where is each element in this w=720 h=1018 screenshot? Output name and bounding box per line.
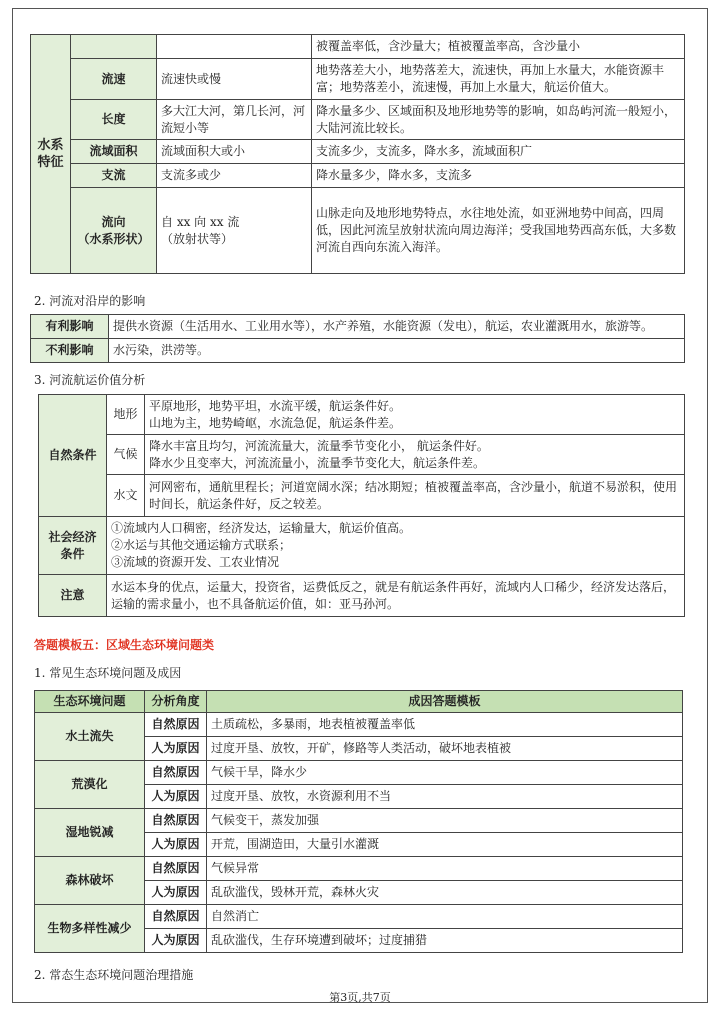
t1-r1-c2: 流速 [71, 59, 157, 100]
river-impact-table [30, 314, 685, 363]
angle-cell: 自然原因 [145, 809, 207, 833]
note-label: 注意 [39, 575, 107, 617]
problem-soil-erosion: 水土流失 [35, 713, 145, 761]
climate-label: 气候 [107, 435, 145, 475]
t1-r3-c2: 流域面积 [71, 140, 157, 164]
section-2-title: 2. 河流对沿岸的影响 [34, 294, 146, 308]
angle-cell: 自然原因 [145, 905, 207, 929]
terrain-label: 地形 [107, 395, 145, 435]
social-conditions-label: 社会经济 条件 [39, 517, 107, 575]
header-problem: 生态环境问题 [35, 691, 145, 713]
header-template: 成因答题模板 [207, 691, 683, 713]
note-text: 水运本身的优点，运量大，投资省，运费低反之，就是有航运条件再好，流域内人口稀少，经济发达落后，运输的需求量小，也不具备航运价值，如：亚马孙河。 [107, 575, 685, 617]
cause-cell: 过度开垦、放牧，水资源利用不当 [207, 785, 683, 809]
t1-r3-c3: 流域面积大或小 [157, 140, 312, 164]
t1-r0-c4: 被覆盖率低，含沙量大；植被覆盖率高，含沙量小 [312, 35, 685, 59]
problem-wetland-loss: 湿地锐减 [35, 809, 145, 857]
t1-r1-c4: 地势落差大小，地势落差大，流速快，再加上水量大，水能资源丰富；地势落差小，流速慢，再加上水量大，航运价值大。 [312, 59, 685, 100]
cause-cell: 过度开垦、放牧，开矿，修路等人类活动，破坏地表植被 [207, 737, 683, 761]
angle-cell: 人为原因 [145, 785, 207, 809]
terrain-text: 平原地形，地势平坦，水流平缓，航运条件好。 山地为主，地势崎岖，水流急促，航运条件差。 [145, 395, 685, 435]
cause-cell: 开荒，围湖造田，大量引水灌溉 [207, 833, 683, 857]
cause-cell: 气候变干，蒸发加强 [207, 809, 683, 833]
cause-cell: 乱砍滥伐，毁林开荒，森林火灾 [207, 881, 683, 905]
angle-cell: 人为原因 [145, 737, 207, 761]
section-3-title: 3. 河流航运价值分析 [34, 373, 146, 387]
t1-r2-c2: 长度 [71, 100, 157, 140]
angle-cell: 人为原因 [145, 929, 207, 953]
social-conditions-text: ①流域内人口稠密，经济发达，运输量大，航运价值高。 ②水运与其他交通运输方式联系； ③流域的资源开发、工农业情况 [107, 517, 685, 575]
t1-r1-c3: 流速快或慢 [157, 59, 312, 100]
angle-cell: 自然原因 [145, 761, 207, 785]
t1-r3-c4: 支流多少，支流多，降水多，流域面积广 [312, 140, 685, 164]
angle-cell: 人为原因 [145, 881, 207, 905]
water-system-group-label: 水系 特征 [31, 35, 71, 274]
unfavorable-impact-label: 不利影响 [31, 339, 109, 363]
favorable-impact-text: 提供水资源（生活用水、工业用水等），水产养殖，水能资源（发电），航运，农业灌溉用水，旅游等。 [109, 315, 685, 339]
t1-r2-c3: 多大江大河，第几长河，河流短小等 [157, 100, 312, 140]
cause-cell: 乱砍滥伐，生存环境遭到破坏；过度捕猎 [207, 929, 683, 953]
favorable-impact-label: 有利影响 [31, 315, 109, 339]
cause-cell: 气候干旱，降水少 [207, 761, 683, 785]
natural-conditions-label: 自然条件 [39, 395, 107, 517]
t1-r5-c2: 流向 （水系形状） [71, 188, 157, 274]
hydrology-text: 河网密布，通航里程长；河道宽阔水深；结冰期短；植被覆盖率高，含沙量小，航道不易淤积，使用时间长，航运条件好，反之较差。 [145, 475, 685, 517]
problem-biodiversity-loss: 生物多样性减少 [35, 905, 145, 953]
t1-r2-c4: 降水量多少、区域面积及地形地势等的影响，如岛屿河流一般短小，大陆河流比较长。 [312, 100, 685, 140]
cause-cell: 自然消亡 [207, 905, 683, 929]
cause-cell: 气候异常 [207, 857, 683, 881]
climate-text: 降水丰富且均匀，河流流量大，流量季节变化小， 航运条件好。 降水少且变率大，河流流量小，流量季节变化大，航运条件差。 [145, 435, 685, 475]
t1-r0-c2 [71, 35, 157, 59]
angle-cell: 人为原因 [145, 833, 207, 857]
angle-cell: 自然原因 [145, 857, 207, 881]
t1-r4-c2: 支流 [71, 164, 157, 188]
unfavorable-impact-text: 水污染，洪涝等。 [109, 339, 685, 363]
eco-problems-table [34, 690, 683, 953]
header-angle: 分析角度 [145, 691, 207, 713]
template-5-title: 答题模板五：区域生态环境问题类 [34, 638, 215, 652]
water-system-table [30, 34, 685, 274]
t1-r4-c3: 支流多或少 [157, 164, 312, 188]
t1-r5-c4: 山脉走向及地形地势特点，水往地处流，如亚洲地势中间高，四周低，因此河流呈放射状流向周边海洋；受我国地势西高东低，大多数河流自西向东流入海洋。 [312, 188, 685, 274]
navigation-value-table [38, 394, 685, 617]
t1-r5-c3: 自 xx 向 xx 流 （放射状等） [157, 188, 312, 274]
cause-cell: 土质疏松，多暴雨，地表植被覆盖率低 [207, 713, 683, 737]
angle-cell: 自然原因 [145, 713, 207, 737]
hydrology-label: 水文 [107, 475, 145, 517]
section-5-1-title: 1. 常见生态环境问题及成因 [34, 666, 182, 680]
t1-r0-c3 [157, 35, 312, 59]
problem-desertification: 荒漠化 [35, 761, 145, 809]
page-footer: 第3页,共7页 [329, 991, 391, 1004]
t1-r4-c4: 降水量多少，降水多，支流多 [312, 164, 685, 188]
problem-deforestation: 森林破坏 [35, 857, 145, 905]
section-5-2-title: 2. 常态生态环境问题治理措施 [34, 968, 194, 982]
